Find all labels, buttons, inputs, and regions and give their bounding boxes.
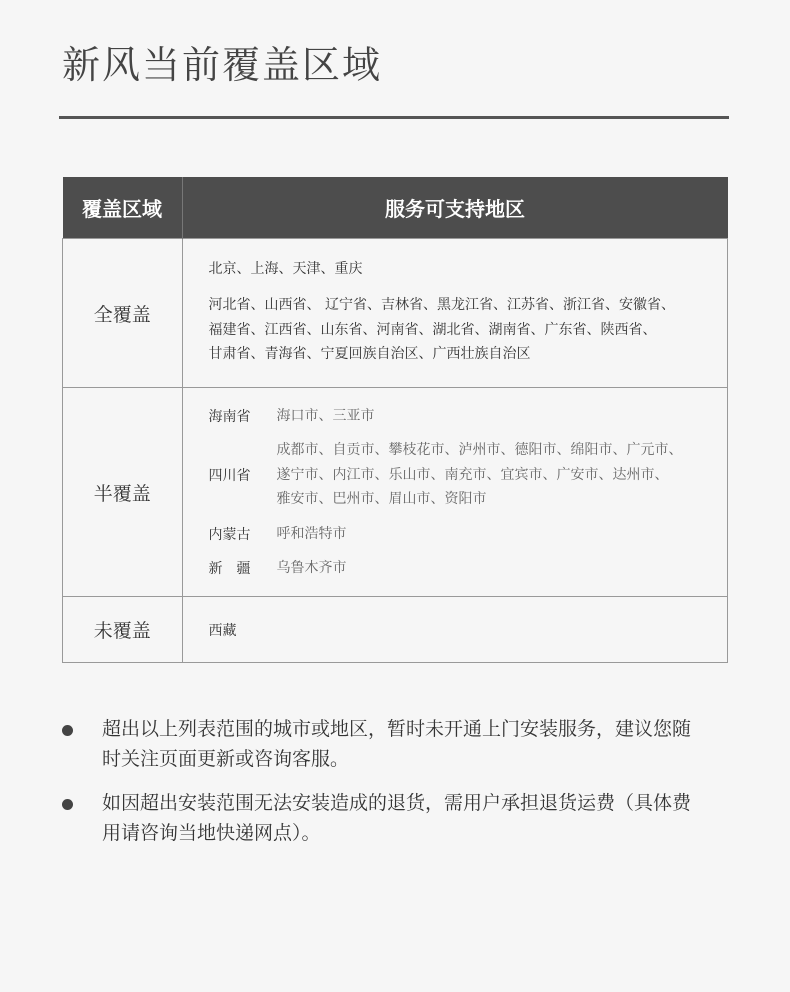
list-item	[62, 788, 732, 848]
region-cities	[277, 438, 718, 512]
cities-line: 雅安市、巴州市、眉山市、资阳市	[276, 491, 487, 507]
table-row-no-coverage	[63, 597, 728, 663]
header-coverage-area: 覆盖区域	[63, 177, 183, 239]
region-name: 内蒙古	[208, 526, 251, 543]
region-row-xinjiang	[209, 556, 718, 581]
note-line: 用请咨询当地快递网点）。	[102, 822, 321, 844]
half-coverage-regions	[182, 388, 728, 597]
table-row-half-coverage	[63, 388, 728, 597]
note-text	[102, 788, 730, 848]
note-line: 超出以上列表范围的城市或地区，暂时未开通上门安装服务，建议您随	[102, 718, 692, 740]
region-cities	[277, 404, 718, 429]
provinces-line: 河北省、山西省、 辽宁省、吉林省、黑龙江省、江苏省、浙江省、安徽省、	[208, 297, 675, 314]
region-cities	[277, 522, 718, 547]
no-coverage-label: 未覆盖	[63, 597, 183, 663]
cities-line: 遂宁市、内江市、乐山市、南充市、宜宾市、广安市、达州市、	[276, 466, 669, 483]
region-name: 新 疆	[208, 561, 251, 578]
bullet-icon	[62, 799, 73, 810]
coverage-table	[62, 177, 728, 663]
note-text	[102, 714, 730, 774]
full-coverage-label: 全覆盖	[63, 239, 183, 388]
notes-list	[62, 714, 732, 862]
provinces-line: 甘肃省、青海省、宁夏回族自治区、广西壮族自治区	[208, 346, 531, 363]
region-row-hainan	[209, 404, 718, 429]
page-title: 新风当前覆盖区域	[62, 43, 383, 87]
table-row-full-coverage	[63, 239, 728, 388]
title-divider	[59, 116, 729, 119]
cities-line: 乌鲁木齐市	[276, 560, 347, 576]
half-coverage-label: 半覆盖	[63, 388, 183, 597]
bullet-icon	[62, 725, 73, 736]
no-coverage-region-text: 西藏	[208, 622, 237, 639]
municipalities-text: 北京、上海、天津、重庆	[208, 261, 363, 278]
cities-line: 成都市、自贡市、攀枝花市、泸州市、德阳市、绵阳市、广元市、	[276, 442, 683, 458]
no-coverage-regions	[182, 597, 728, 663]
cities-line: 呼和浩特市	[276, 525, 347, 542]
note-line: 时关注页面更新或咨询客服。	[102, 748, 350, 770]
region-row-sichuan	[209, 438, 718, 512]
region-cities	[277, 556, 718, 581]
table-header-row	[63, 177, 728, 239]
header-supported-regions: 服务可支持地区	[182, 177, 728, 239]
full-coverage-regions	[182, 239, 728, 388]
provinces-line: 福建省、江西省、山东省、河南省、湖北省、湖南省、广东省、陕西省、	[208, 321, 657, 338]
region-name: 海南省	[208, 408, 251, 425]
region-name: 四川省	[208, 467, 251, 484]
provinces-text	[209, 293, 718, 367]
note-line: 如因超出安装范围无法安装造成的退货，需用户承担退货运费（具体费	[102, 792, 692, 814]
list-item	[62, 714, 732, 774]
region-row-neimenggu	[209, 522, 718, 547]
cities-line: 海口市、三亚市	[276, 407, 375, 424]
